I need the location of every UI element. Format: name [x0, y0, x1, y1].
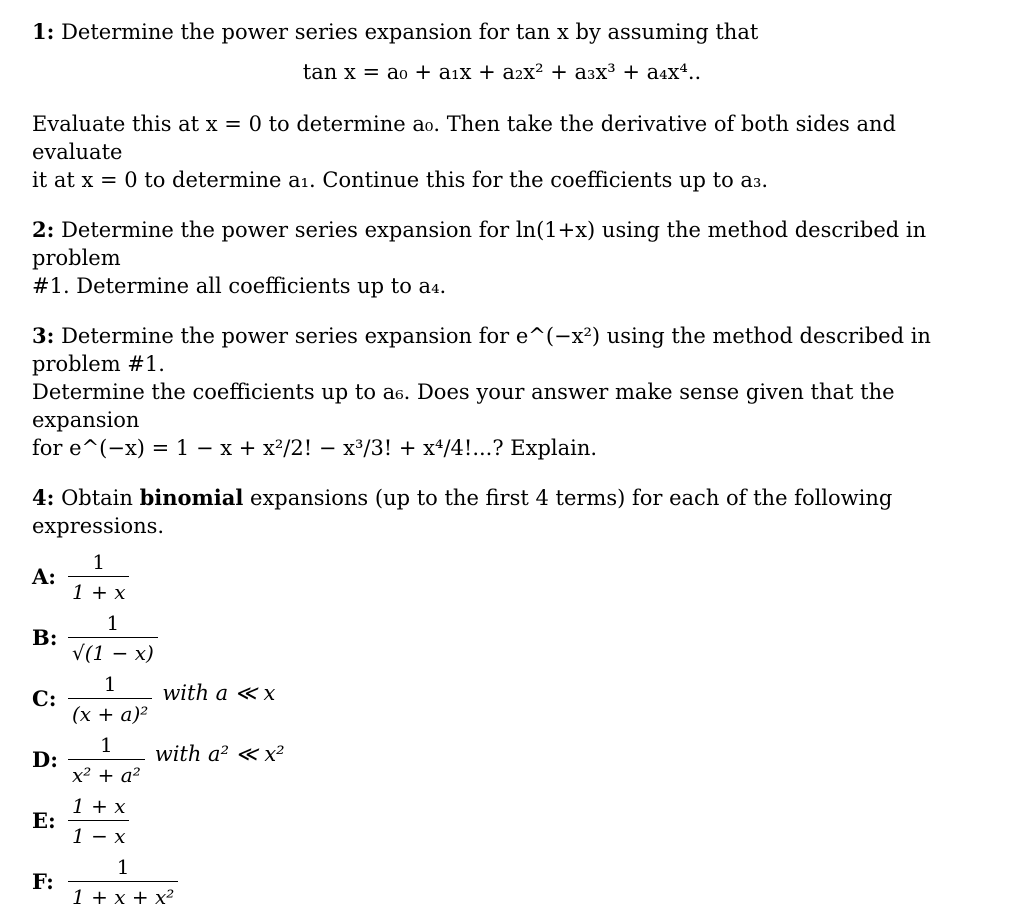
expression-item-d — [32, 729, 972, 790]
fraction — [68, 794, 129, 848]
problem-2-line-2: #1. Determine all coefficients up to a₄. — [32, 274, 447, 298]
problem-sheet — [32, 18, 972, 912]
denominator: √(1 − x) — [68, 637, 158, 665]
problem-1-intro — [32, 18, 972, 46]
problem-3-line-2: Determine the coefficients up to a₆. Does your answer make sense given that the expansion — [32, 380, 895, 432]
condition: with a² ≪ x² — [154, 741, 285, 766]
problem-2 — [32, 216, 972, 300]
item-label: C: — [32, 686, 57, 711]
problem-4-number: 4: — [32, 485, 55, 510]
problem-3-text: Determine the power series expansion for e^(−x²) using the method described in problem #1. — [32, 324, 931, 376]
tan-series-equation — [32, 58, 972, 86]
numerator: 1 + x — [72, 793, 126, 818]
problem-1 — [32, 18, 972, 194]
fraction — [68, 611, 158, 665]
problem-3-number: 3: — [32, 323, 55, 348]
fraction — [68, 733, 145, 787]
expression-item-b — [32, 607, 972, 668]
denominator: x² + a² — [68, 759, 145, 787]
numerator: 1 — [116, 854, 130, 879]
expression-item-c — [32, 668, 972, 729]
problem-3-line-3: for e^(−x) = 1 − x + x²/2! − x³/3! + x⁴/4!...? Explain. — [32, 436, 598, 460]
problem-4-bold: binomial — [139, 485, 244, 510]
fraction — [68, 855, 178, 909]
item-label: F: — [32, 869, 54, 894]
numerator: 1 — [99, 732, 113, 757]
denominator: (x + a)² — [68, 698, 152, 726]
problem-4-post: expansions (up to the first 4 terms) for each of the following expressions. — [32, 486, 893, 538]
numerator: 1 — [92, 549, 106, 574]
fraction — [68, 550, 129, 604]
item-label: A: — [32, 564, 57, 589]
condition: with a ≪ x — [162, 680, 276, 705]
problem-4-pre: Obtain — [61, 486, 133, 510]
problem-2-number: 2: — [32, 217, 55, 242]
expression-item-f — [32, 851, 972, 912]
item-label: D: — [32, 747, 58, 772]
numerator: 1 — [103, 671, 117, 696]
problem-4 — [32, 484, 972, 912]
problem-1-number: 1: — [32, 19, 55, 44]
problem-3 — [32, 322, 972, 462]
problem-4-line — [32, 484, 972, 540]
expression-item-a — [32, 546, 972, 607]
problem-3-line-1 — [32, 322, 972, 378]
denominator: 1 − x — [68, 820, 129, 848]
problem-2-line-1 — [32, 216, 972, 272]
fraction — [68, 672, 152, 726]
expression-item-e — [32, 790, 972, 851]
problem-2-text: Determine the power series expansion for ln(1+x) using the method described in problem — [32, 218, 927, 270]
numerator: 1 — [106, 610, 120, 635]
tan-series-equation-text: tan x = a₀ + a₁x + a₂x² + a₃x³ + a₄x⁴.. — [302, 60, 702, 84]
expression-list — [32, 546, 972, 912]
item-label: E: — [32, 808, 56, 833]
denominator: 1 + x + x² — [68, 881, 178, 909]
problem-1-line-3: it at x = 0 to determine a₁. Continue this for the coefficients up to a₃. — [32, 168, 769, 192]
problem-1-line-2: Evaluate this at x = 0 to determine a₀. Then take the derivative of both sides and evaluate — [32, 112, 896, 164]
item-label: B: — [32, 625, 58, 650]
problem-1-text: Determine the power series expansion for tan x by assuming that — [61, 20, 759, 44]
denominator: 1 + x — [68, 576, 129, 604]
